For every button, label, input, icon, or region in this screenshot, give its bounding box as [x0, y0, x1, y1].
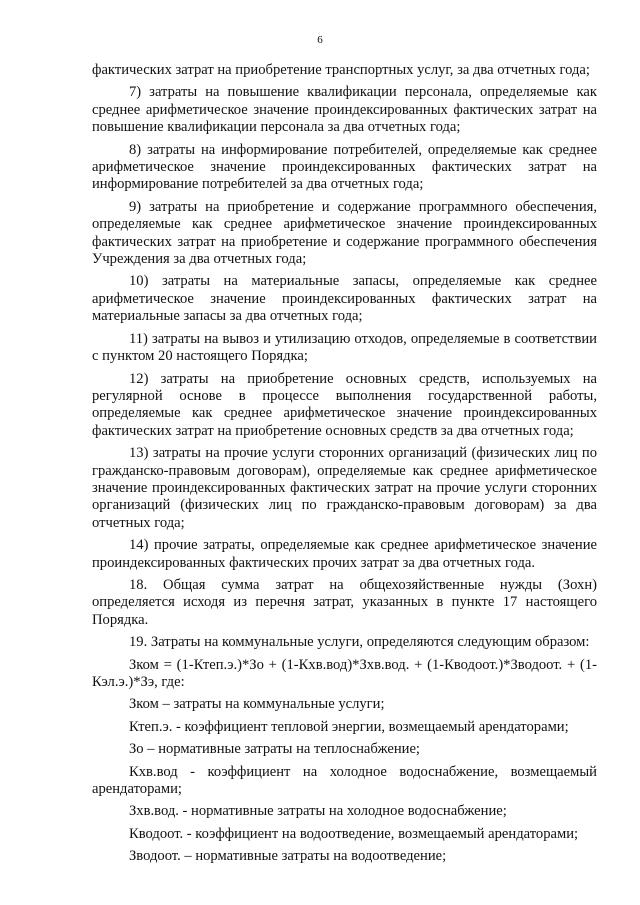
paragraph-item-8: 8) затраты на информирование потребителей, определяемые как среднее арифметическое значение проиндексированных фактических затрат на информирование потребителей за два отчетных года;: [92, 141, 597, 193]
document-body: [92, 62, 597, 871]
paragraph-item-7: 7) затраты на повышение квалификации персонала, определяемые как среднее арифметическое значение проиндексированных фактических затрат на повышение квалификации персонала за два отчетных года;: [92, 84, 597, 136]
formula-communal-costs: Зком = (1-Ктеп.э.)*Зо + (1-Кхв.вод)*Зхв.вод. + (1-Кводоот.)*Зводоот. + (1-Кэл.э.)*Зэ, где:: [92, 656, 597, 690]
paragraph-item-10: 10) затраты на материальные запасы, определяемые как среднее арифметическое значение проиндексированных фактических затрат на материальные запасы за два отчетных года;: [92, 273, 597, 325]
paragraph-item-12: 12) затраты на приобретение основных средств, используемых на регулярной основе в процессе выполнения государственной работы, определяемые как среднее арифметическое значение проиндексированных фактических затрат на приобретение основных средств за два отчетных года;: [92, 370, 597, 439]
definition-kvodoot: Кводоот. - коэффициент на водоотведение, возмещаемый арендаторами;: [129, 825, 579, 842]
definition-zkom: Зком – затраты на коммунальные услуги;: [129, 696, 385, 713]
paragraph-clause-18: 18. Общая сумма затрат на общехозяйственные нужды (Зохн) определяется исходя из перечня затрат, указанных в пункте 17 настоящего Порядка.: [92, 576, 597, 628]
paragraph-item-11: 11) затраты на вывоз и утилизацию отходов, определяемые в соответствии с пунктом 20 настоящего Порядка;: [92, 330, 597, 365]
definition-khv-vod: Кхв.вод - коэффициент на холодное водоснабжение, возмещаемый арендаторами;: [92, 763, 597, 798]
paragraph-item-9: 9) затраты на приобретение и содержание программного обеспечения, определяемые как среднее арифметическое значение проиндексированных фактических затрат на приобретение и содержание программного обеспечения Учреждения за два отчетных года;: [92, 198, 597, 268]
definition-zvodoot: Зводоот. – нормативные затраты на водоотведение;: [129, 848, 447, 865]
paragraph-item-14: 14) прочие затраты, определяемые как среднее арифметическое значение проиндексированных фактических прочих затрат за два отчетных года.: [92, 537, 597, 571]
paragraph-item-13: 13) затраты на прочие услуги сторонних организаций (физических лиц по гражданско-правовым договорам), определяемые как среднее арифметическое значение проиндексированных фактических затрат на прочие услуги сторонних организаций (физических лиц по гражданско-правовым договорам) за два отчетных года;: [92, 445, 597, 531]
page-number: 6: [317, 34, 323, 46]
paragraph-clause-19: 19. Затраты на коммунальные услуги, определяются следующим образом:: [129, 634, 590, 651]
definition-ktep: Ктеп.э. - коэффициент тепловой энергии, возмещаемый арендаторами;: [129, 718, 569, 735]
definition-zhv-vod: Зхв.вод. - нормативные затраты на холодное водоснабжение;: [129, 803, 507, 820]
paragraph-transport-costs: фактических затрат на приобретение транспортных услуг, за два отчетных года;: [92, 62, 590, 78]
definition-zo: Зо – нормативные затраты на теплоснабжение;: [129, 741, 420, 758]
